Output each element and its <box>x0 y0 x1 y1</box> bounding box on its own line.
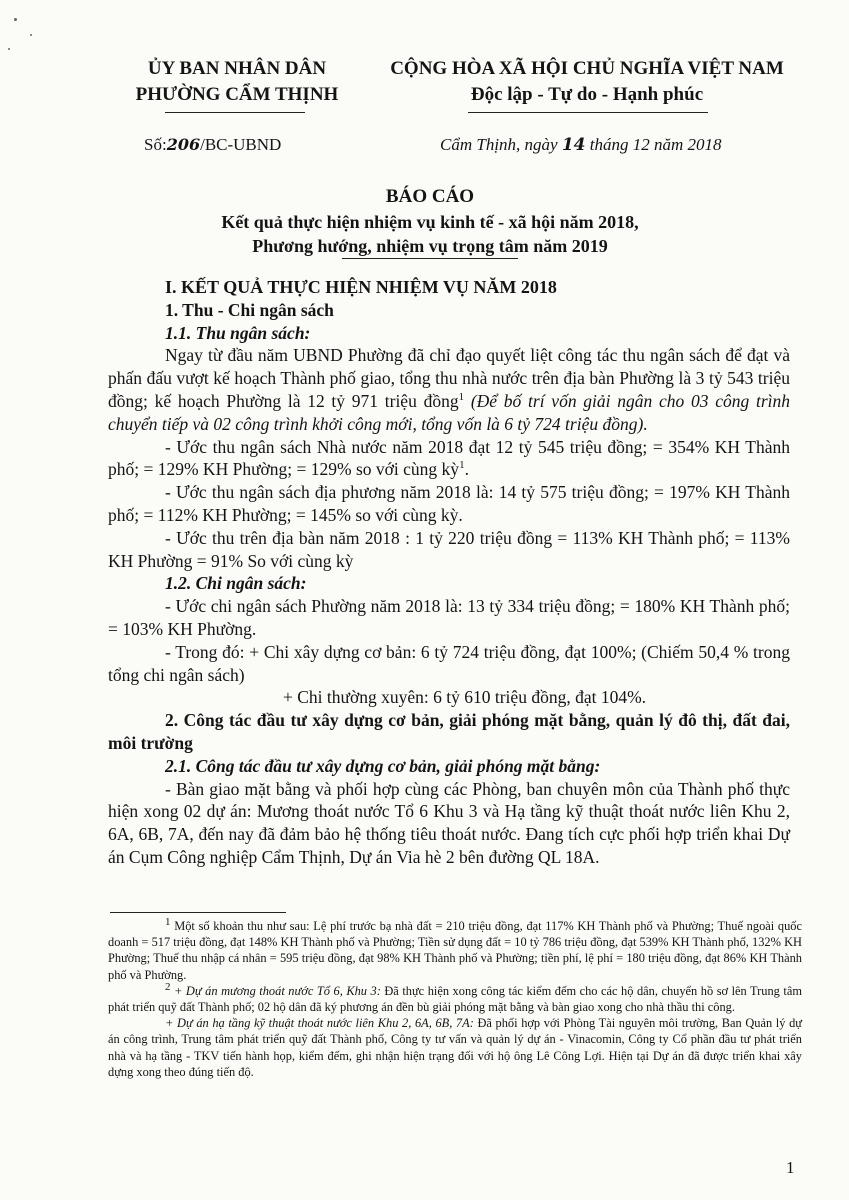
document-body <box>108 276 790 869</box>
document-number: Số:206/BC-UBND <box>144 135 282 154</box>
footnote-3: + Dự án hạ tầng kỹ thuật thoát nước liên Khu 2, 6A, 6B, 7A: Đã phối hợp với Phòng Tài nguyên môi trường, Ban Quản lý dự án công trình, Trung tâm phát triển quỹ đất Thành phố, Công ty tư vấn và quản lý dự án - Vinacomin, Công ty Cổ phần đầu tư phát triển nhà và hạ tầng - TKV tiến hành họp, kiểm đếm, ghi nhận hiện trạng đối với hộ ông Lê Công Lợi. Hiện tại Dự án đã được triển khai xây dựng xong theo đúng tiến độ. <box>108 1016 802 1079</box>
footnote-ref: 1 <box>458 391 465 404</box>
section-heading-1: I. KẾT QUẢ THỰC HIỆN NHIỆM VỤ NĂM 2018 <box>165 277 557 297</box>
page-number: 1 <box>786 1158 795 1177</box>
paragraph-local-revenue: - Ước thu ngân sách địa phương năm 2018 là: 14 tỷ 575 triệu đồng; = 197% KH Thành phố; = 112% KH Phường; = 145% so với cùng kỳ. <box>108 482 790 525</box>
handwritten-day: 14 <box>561 135 586 155</box>
paragraph-state-revenue: - Ước thu ngân sách Nhà nước năm 2018 đạt 12 tỷ 545 triệu đồng; = 354% KH Thành phố; = 129% KH Phường; = 129% so với cùng kỳ$^1$. <box>108 436 790 480</box>
agency-line-2: PHƯỜNG CẨM THỊNH <box>135 84 339 105</box>
heading-investment-sub: 2.1. Công tác đầu tư xây dựng cơ bản, giải phóng mặt bằng: <box>165 755 601 776</box>
agency-line-1: ỦY BAN NHÂN DÂN <box>147 58 327 79</box>
footnote-ref: 1 <box>459 459 465 472</box>
paragraph-area-revenue: - Ước thu trên địa bàn năm 2018 : 1 tỷ 220 triệu đồng = 113% KH Thành phố; = 113% KH Phường = 91% So với cùng kỳ <box>108 527 790 571</box>
motto-underline <box>468 112 708 113</box>
heading-revenue: 1.1. Thu ngân sách: <box>165 322 311 343</box>
title-underline <box>342 258 518 259</box>
place-and-date: Cẩm Thịnh, ngày 14 tháng 12 năm 2018 <box>440 135 722 155</box>
paragraph-handover: - Bàn giao mặt bằng và phối hợp cùng các Phòng, ban chuyên môn của Thành phố thực hiện xong 02 dự án: Mương thoát nước Tổ 6 Khu 3 và Hạ tầng kỹ thuật thoát nước liên Khu 2, 6A, 6B, 7A, đến nay đã đảm bảo hệ thống tiêu thoát nước. Đang tích cực phối hợp triển khai Dự án Cụm Công nghiệp Cẩm Thịnh, Dự án Via hè 2 bên đường QL 18A. <box>108 778 790 867</box>
footnote-separator <box>110 912 286 913</box>
national-header <box>372 56 802 108</box>
agency-underline <box>165 112 305 113</box>
motto: Độc lập - Tự do - Hạnh phúc <box>470 84 704 105</box>
document-subtitle-2: Phương hướng, nhiệm vụ trọng tâm năm 2019 <box>252 236 608 256</box>
paragraph-recurrent-spending: + Chi thường xuyên: 6 tỷ 610 triệu đồng, đạt 104%. <box>283 687 647 708</box>
issuing-agency <box>112 56 362 108</box>
document-title: BÁO CÁO <box>385 186 475 207</box>
scan-speck <box>30 34 32 36</box>
country-name: CỘNG HÒA XÃ HỘI CHỦ NGHĨA VIỆT NAM <box>390 58 784 79</box>
handwritten-number: 206 <box>166 135 201 154</box>
heading-budget: 1. Thu - Chi ngân sách <box>165 299 334 320</box>
document-subtitle-1: Kết quả thực hiện nhiệm vụ kinh tế - xã hội năm 2018, <box>221 212 639 232</box>
scan-speck <box>14 18 17 21</box>
heading-expenditure: 1.2. Chi ngân sách: <box>165 573 307 594</box>
heading-investment: 2. Công tác đầu tư xây dựng cơ bản, giải phóng mặt bằng, quản lý đô thị, đất đai, môi trường <box>108 710 790 753</box>
footnotes <box>108 915 803 1080</box>
paragraph-revenue-intro: Ngay từ đầu năm UBND Phường đã chỉ đạo quyết liệt công tác thu ngân sách để đạt và phấn đấu vượt kế hoạch Thành phố giao, tổng thu nhà nước trên địa bàn Phường là 3 tỷ 543 triệu đồng; kế hoạch Phường là 12 tỷ 971 triệu đồng$^1$ (Để bố trí vốn giải ngân cho 03 công trình chuyển tiếp và 02 công trình khởi công mới, tổng vốn là 6 tỷ 724 triệu đồng). <box>108 345 791 434</box>
scan-speck <box>8 48 10 50</box>
paragraph-capital-spending: - Trong đó: + Chi xây dựng cơ bản: 6 tỷ 724 triệu đồng, đạt 100%; (Chiếm 50,4 % trong tổng chi ngân sách) <box>108 641 790 685</box>
footnote-1: $^1$ Một số khoản thu như sau: Lệ phí trước bạ nhà đất = 210 triệu đồng, đạt 117% KH Thành phố và Phường; Thuế ngoài quốc doanh = 517 triệu đồng, đạt 148% KH Thành phố và Phường; Tiền sử dụng đất = 10 tỷ 786 triệu đồng, đạt 539% KH Thành phố, 132% KH Phường; Thuế thu nhập cá nhân = 595 triệu đồng, đạt 98% KH Thành phố và Phường; tiền phí, lệ phí = 180 triệu đồng, đạt 86% KH Thành phố và Phường. <box>108 915 803 982</box>
paragraph-expenditure: - Ước chi ngân sách Phường năm 2018 là: 13 tỷ 334 triệu đồng; = 180% KH Thành phố; = 103% KH Phường. <box>108 596 790 639</box>
footnote-2: $^2$ + Dự án mương thoát nước Tổ 6, Khu 3: Đã thực hiện xong công tác kiểm đếm cho các hộ dân, chuyển hồ sơ lên Trung tâm phát triển quỹ đất Thành phố; 02 hộ dân đã ký phương án đền bù giải phóng mặt bằng và bàn giao xong cho nhà thầu thi công. <box>108 980 802 1015</box>
